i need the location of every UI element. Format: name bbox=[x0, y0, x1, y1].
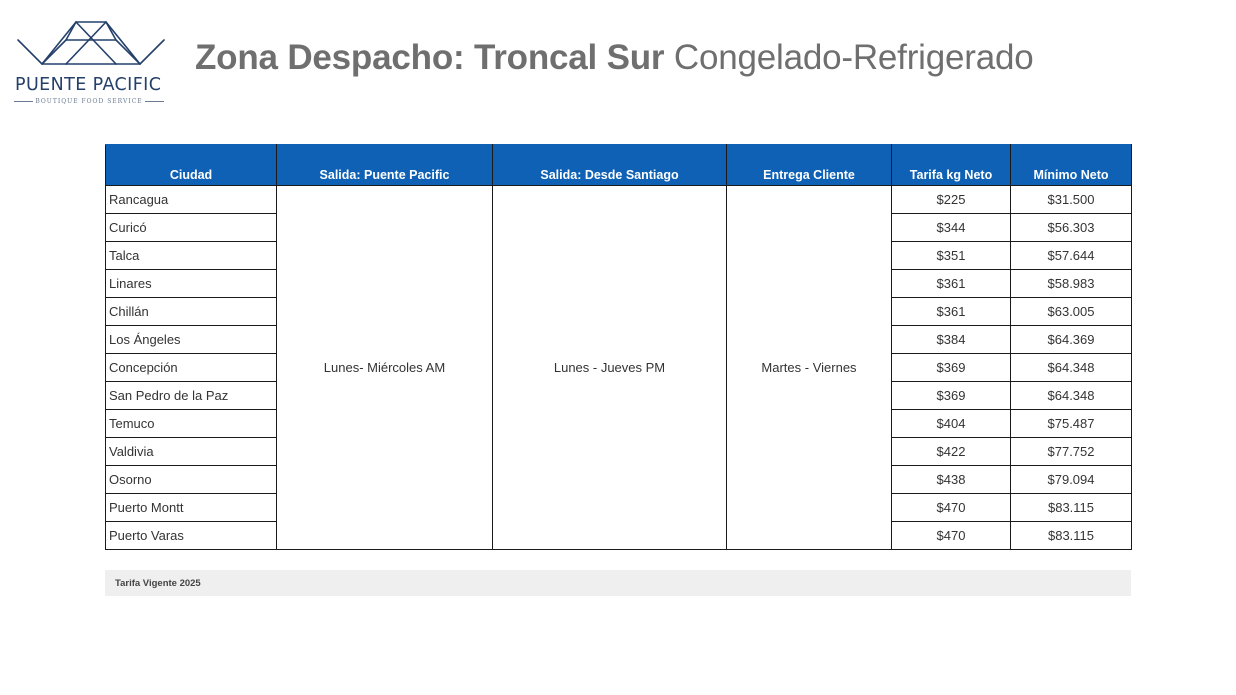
tarifa-cell: $470 bbox=[892, 494, 1011, 522]
minimo-cell: $64.348 bbox=[1011, 382, 1132, 410]
bridge-logo-icon bbox=[16, 18, 166, 68]
minimo-cell: $57.644 bbox=[1011, 242, 1132, 270]
minimo-cell: $31.500 bbox=[1011, 186, 1132, 214]
tarifa-cell: $361 bbox=[892, 270, 1011, 298]
entrega-cliente-cell: Martes - Viernes bbox=[727, 186, 892, 550]
brand-name: PUENTE PACIFIC bbox=[15, 75, 162, 95]
rates-table bbox=[105, 144, 1132, 550]
table-header-row bbox=[106, 145, 1132, 186]
city-cell: Puerto Varas bbox=[106, 522, 277, 550]
page-title-regular: Congelado-Refrigerado bbox=[673, 38, 1034, 77]
minimo-cell: $64.348 bbox=[1011, 354, 1132, 382]
minimo-cell: $83.115 bbox=[1011, 522, 1132, 550]
city-cell: Temuco bbox=[106, 410, 277, 438]
footer-note: Tarifa Vigente 2025 bbox=[115, 578, 201, 589]
tarifa-cell: $344 bbox=[892, 214, 1011, 242]
minimo-cell: $75.487 bbox=[1011, 410, 1132, 438]
page-title-bold: Zona Despacho: Troncal Sur bbox=[195, 38, 665, 77]
tarifa-cell: $384 bbox=[892, 326, 1011, 354]
minimo-cell: $64.369 bbox=[1011, 326, 1132, 354]
tarifa-cell: $361 bbox=[892, 298, 1011, 326]
tarifa-cell: $369 bbox=[892, 354, 1011, 382]
city-cell: San Pedro de la Paz bbox=[106, 382, 277, 410]
minimo-cell: $79.094 bbox=[1011, 466, 1132, 494]
city-cell: Talca bbox=[106, 242, 277, 270]
city-cell: Puerto Montt bbox=[106, 494, 277, 522]
minimo-cell: $63.005 bbox=[1011, 298, 1132, 326]
tarifa-cell: $438 bbox=[892, 466, 1011, 494]
minimo-cell: $77.752 bbox=[1011, 438, 1132, 466]
city-cell: Chillán bbox=[106, 298, 277, 326]
city-cell: Linares bbox=[106, 270, 277, 298]
salida-puente-pacific-cell: Lunes- Miércoles AM bbox=[277, 186, 493, 550]
table-row bbox=[106, 186, 1132, 214]
minimo-cell: $56.303 bbox=[1011, 214, 1132, 242]
header-ciudad: Ciudad bbox=[106, 145, 277, 186]
tarifa-cell: $422 bbox=[892, 438, 1011, 466]
tarifa-cell: $351 bbox=[892, 242, 1011, 270]
tarifa-cell: $369 bbox=[892, 382, 1011, 410]
header-tarifa-kg: Tarifa kg Neto bbox=[892, 145, 1011, 186]
tarifa-cell: $470 bbox=[892, 522, 1011, 550]
header-salida-santiago: Salida: Desde Santiago bbox=[493, 145, 727, 186]
tarifa-cell: $225 bbox=[892, 186, 1011, 214]
header-minimo-neto: Mínimo Neto bbox=[1011, 145, 1132, 186]
minimo-cell: $83.115 bbox=[1011, 494, 1132, 522]
city-cell: Concepción bbox=[106, 354, 277, 382]
page-title bbox=[195, 38, 1034, 78]
tarifa-cell: $404 bbox=[892, 410, 1011, 438]
city-cell: Los Ángeles bbox=[106, 326, 277, 354]
header-entrega-cliente: Entrega Cliente bbox=[727, 145, 892, 186]
city-cell: Valdivia bbox=[106, 438, 277, 466]
city-cell: Curicó bbox=[106, 214, 277, 242]
brand-tagline: BOUTIQUE FOOD SERVICE bbox=[14, 98, 164, 105]
header-salida-puente-pacific: Salida: Puente Pacific bbox=[277, 145, 493, 186]
footer-note-bar bbox=[105, 570, 1131, 596]
brand-logo bbox=[14, 18, 170, 110]
city-cell: Osorno bbox=[106, 466, 277, 494]
salida-santiago-cell: Lunes - Jueves PM bbox=[493, 186, 727, 550]
city-cell: Rancagua bbox=[106, 186, 277, 214]
minimo-cell: $58.983 bbox=[1011, 270, 1132, 298]
